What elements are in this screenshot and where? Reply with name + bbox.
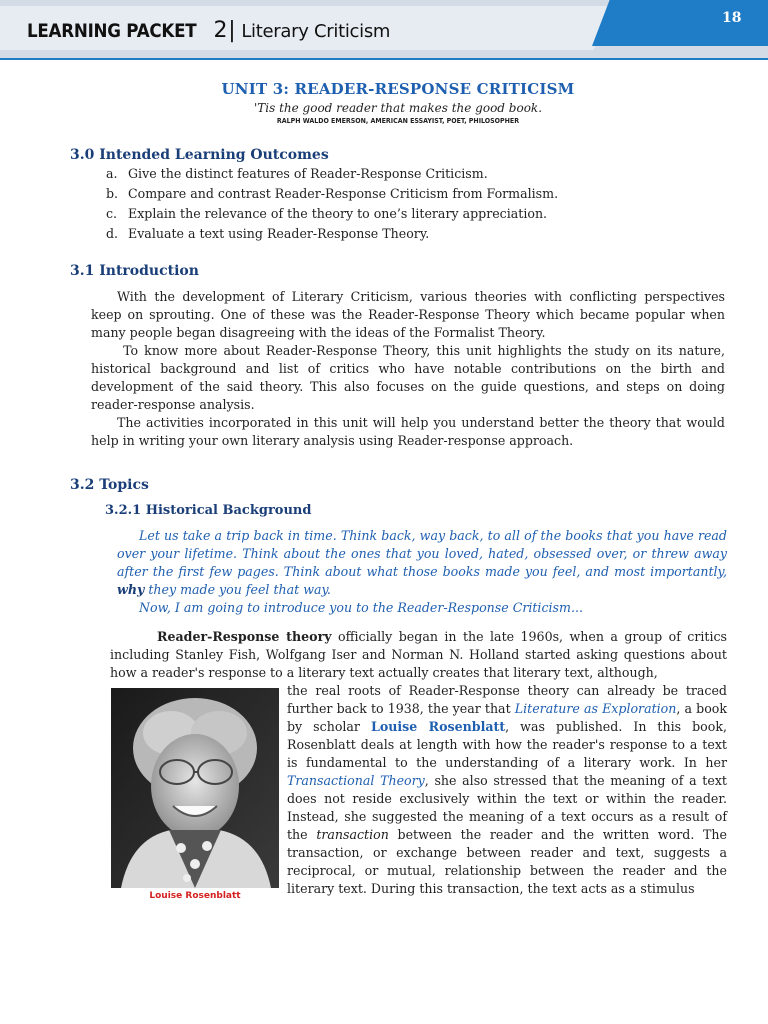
theory-name: Transactional Theory xyxy=(287,773,425,788)
portrait-image xyxy=(111,688,279,888)
italic-transition-line: Now, I am going to introduce you to the Reader-Response Criticism... xyxy=(139,600,583,615)
italic-intro-paragraph: Let us take a trip back in time. Think back, way back, to all of the books that you have read over your lifetime. Think about the ones that you loved, hated, obsessed over, or threw away after the first few pages. Think about what those books made you feel, and most importantly, why they made you feel that way. xyxy=(117,528,727,597)
page-number: 18 xyxy=(722,10,742,26)
transaction-term: transaction xyxy=(316,827,389,842)
subsection-heading-historical: 3.2.1 Historical Background xyxy=(105,503,312,518)
list-item: a. Give the distinct features of Reader-Response Criticism. xyxy=(106,166,488,181)
history-paragraph-wrapped: the real roots of Reader-Response theory can already be traced further back to 1938, the year that Literature as Exploration, a book by scholar Louise Rosenblatt, was published. In this book, Rosenblatt deals at length with how the reader's response to a text is fundamental to the understanding of a literary work. In her Transactional Theory, she also stressed that the meaning of a text does not reside exclusively within the text or within the reader. Instead, she suggested the meaning of a text occurs as a result of the transaction between the reader and the written word. The transaction, or exchange between reader and text, suggests a reciprocal, or mutual, relationship between the reader and the literary text. During this transaction, the text acts as a stimulus xyxy=(287,683,728,896)
intro-paragraph-1: With the development of Literary Criticism, various theories with conflicting perspectives keep on sprouting. One of these was the Reader-Response Theory which became popular when many people began disagreeing with the ideas of the Formalist Theory. xyxy=(91,289,725,340)
history-paragraph-top: Reader-Response theory officially began in the late 1960s, when a group of critics including Stanley Fish, Wolfgang Iser and Norman N. Holland started asking questions about how a reader's response to a literary text actually creates that literary text, although, xyxy=(110,629,728,680)
list-item: c. Explain the relevance of the theory to one’s literary appreciation. xyxy=(106,206,548,221)
page-header xyxy=(0,0,768,62)
outcomes-list xyxy=(106,164,558,244)
section-heading-topics: 3.2 Topics xyxy=(70,477,149,493)
list-item: b. Compare and contrast Reader-Response Criticism from Formalism. xyxy=(106,186,559,201)
section-heading-introduction: 3.1 Introduction xyxy=(70,263,199,279)
packet-number: 2 xyxy=(213,18,228,43)
photo-caption: Louise Rosenblatt xyxy=(149,891,241,901)
title-separator: | xyxy=(228,18,236,43)
scholar-name: Louise Rosenblatt xyxy=(370,719,506,734)
header-title xyxy=(27,18,390,43)
intro-paragraph-2: To know more about Reader-Response Theory, this unit highlights the study on its nature, historical background and list of critics who have notable contributions on the birth and development of the said theory. This also focuses on the guide questions, and steps on doing reader-response analysis. xyxy=(91,343,725,412)
section-heading-outcomes: 3.0 Intended Learning Outcomes xyxy=(70,147,329,163)
epigraph-quote: 'Tis the good reader that makes the good book. xyxy=(253,101,543,115)
emphasis-why: why xyxy=(117,582,145,597)
intro-paragraph-3: The activities incorporated in this unit will help you understand better the theory that would help in writing your own literary analysis using Reader-response approach. xyxy=(91,415,725,448)
portrait-photo xyxy=(111,688,279,888)
term-reader-response: Reader-Response theory xyxy=(157,629,332,644)
epigraph-author: RALPH WALDO EMERSON, AMERICAN ESSAYIST, POET, PHILOSOPHER xyxy=(276,117,520,125)
header-divider xyxy=(0,58,768,60)
book-title: Literature as Exploration xyxy=(514,701,677,716)
unit-title: UNIT 3: READER-RESPONSE CRITICISM xyxy=(221,80,575,98)
subject-title: Literary Criticism xyxy=(241,21,391,42)
page-number-tab xyxy=(592,0,768,46)
packet-label: LEARNING PACKET xyxy=(27,20,197,42)
list-item: d. Evaluate a text using Reader-Response Theory. xyxy=(106,226,430,241)
